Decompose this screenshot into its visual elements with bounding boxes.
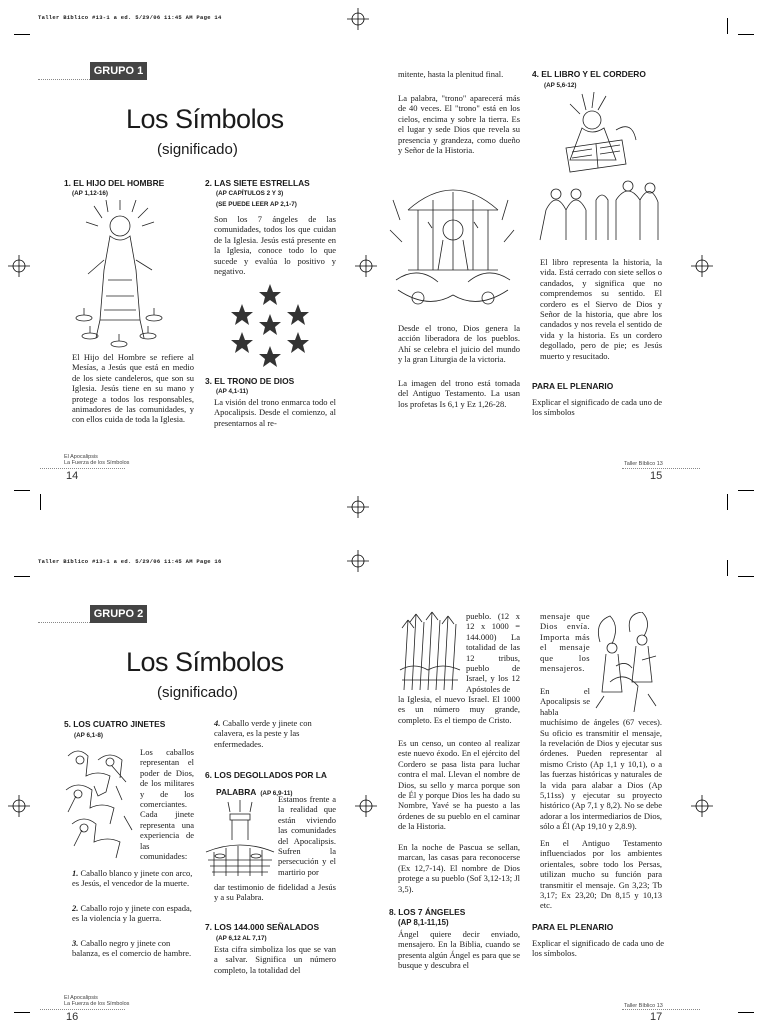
- list-item: [72, 868, 194, 889]
- registration-mark-icon: [691, 255, 713, 277]
- section-body: El libro representa la historia, la vida. Está cerrado con siete sellos o candados, y significa que no comprendemos su sentido. El cordero es el Siervo de Dios y Señor de la historia, que abre los candados y nos revela el sentido de vida y la historia. Es un cordero degollado, pero de pie; es Jesús muerto y resucitado.: [540, 257, 662, 361]
- section-reference: (SE PUEDE LEER AP 2,1-7): [216, 201, 297, 208]
- plenary-body: Explicar el significado de cada uno de los símbolos: [532, 397, 662, 418]
- section-body: Ángel quiere decir enviado, mensajero. En la Biblia, cuando se presenta algún Ángel es para que se busque y descubra el: [398, 929, 520, 971]
- registration-mark-icon: [8, 255, 30, 277]
- section-heading: 5. LOS CUATRO JINETES: [64, 719, 166, 729]
- section-body-continued: mensaje que Dios envía. Importa más el mensaje que los mensajeros.: [540, 611, 590, 674]
- crop-mark: [738, 1012, 754, 1013]
- page-title: Los Símbolos: [126, 647, 284, 677]
- registration-mark-icon: [347, 8, 369, 30]
- section-body: Esta cifra simboliza los que se van a salvar. Significa un número completo, la totalidad del: [214, 944, 336, 975]
- footer-left-line2: La Fuerza de los Símbolos: [64, 460, 130, 466]
- list-item-number: 2.: [72, 903, 79, 913]
- section-body-continued: pueblo. (12 x 12 x 1000 = 144.000) La totalidad de las 12 tribus, pueblo de Israel, y los 12 Apóstoles de: [466, 611, 520, 694]
- dotted-rule: [38, 79, 90, 80]
- section-reference: (AP 1,12-16): [72, 190, 108, 197]
- footer-left-line1: El Apocalipsis: [64, 454, 98, 460]
- plenary-body: Explicar el significado de cada uno de los símbolos.: [532, 938, 664, 959]
- page-number-right: 17: [650, 1011, 663, 1023]
- crop-mark: [738, 576, 754, 577]
- section-reference: (AP 8,1-11,15): [398, 918, 449, 927]
- list-item-text: Caballo rojo y jinete con espada, es la violencia y la guerra.: [72, 903, 192, 924]
- section-body-continued: En el Antiguo Testamento influenciados por los ambientes orientales, sobre todo los Persas, utilizan mucho su función para transmitir el mensaje. Gn 3,23; Tb 3,17; Ex 23,20; Dn 8,15 y 10,13 etc.: [540, 838, 662, 911]
- book-and-lamb-illustration: [536, 90, 662, 250]
- sealed-crowd-illustration: [398, 610, 462, 694]
- section-body-continued-text: En el Apocalipsis se habla muchísimo de ángeles (67 veces). Su oficio es transmitir el mensaje, la revelación de Dios y ejecutar sus órdenes. Pueden representar al mismo Cristo (Ap 1,1 y 10,1), o a las fuerzas históricas y naturales de la vida para alabar a Dios (Ap 5,11ss) y ejecutar su proyecto histórico (Ap 7,1 y 8,2). No se debe adorar a los intermediarios de Dios, sólo a Él (Ap 19,10 y 2,8.9).: [540, 686, 662, 832]
- four-horsemen-illustration: [58, 746, 138, 864]
- list-item: [72, 903, 194, 924]
- seven-stars-illustration: [228, 282, 316, 370]
- throne-illustration: [388, 170, 518, 315]
- section-body-continued: En la noche de Pascua se sellan, marcan, las casas para reconocerse (Ex 12,7-14). El nombre de Dios protege a su pueblo (Sof 3,12-13; Jl 3,5).: [398, 842, 520, 894]
- dotted-rule: [38, 622, 90, 623]
- crop-mark: [14, 1012, 30, 1013]
- section-reference: (AP 6,9-11): [260, 790, 293, 797]
- print-slug: Taller Bíblico #13-1 a ed. 5/29/06 11:45 AM Page 14: [38, 14, 222, 21]
- dotted-rule: [40, 468, 125, 469]
- footer-left-line1: El Apocalipsis: [64, 995, 98, 1001]
- print-slug: Taller Bíblico #13-1 a ed. 5/29/06 11:45 AM Page 16: [38, 558, 222, 565]
- crop-mark: [738, 34, 754, 35]
- crop-mark: [727, 494, 728, 510]
- registration-mark-icon: [347, 496, 369, 518]
- section-heading: PALABRA: [216, 787, 257, 797]
- group-label: GRUPO 2: [90, 605, 147, 623]
- section-heading: 2. LAS SIETE ESTRELLAS: [205, 178, 310, 188]
- list-item: [214, 718, 336, 749]
- section-body-continued: La palabra, "trono" aparecerá más de 40 veces. El "trono" está en los cielos, encima y sobre la tierra. Es el lugar y sede Dios que revela su presencia y grandeza, como dueño y Señor de la Historia.: [398, 93, 520, 156]
- section-reference: (AP 4,1-11): [216, 388, 249, 395]
- dotted-rule: [40, 1009, 125, 1010]
- plenary-heading: PARA EL PLENARIO: [532, 922, 614, 932]
- section-reference: (AP 6,12 AL 7,17): [216, 935, 267, 942]
- list-item-text: Caballo blanco y jinete con arco, es Jesús, el vencedor de la muerte.: [72, 868, 193, 889]
- page-number-right: 15: [650, 470, 663, 482]
- section-reference: (AP 6,1-8): [74, 732, 103, 739]
- section-body-continued: La imagen del trono está tomada del Antiguo Testamento. La usan los profetas Is 6,1 y Ez 1,26-28.: [398, 378, 520, 409]
- page-subtitle: (significado): [157, 684, 238, 701]
- crop-mark: [14, 34, 30, 35]
- registration-mark-icon: [355, 795, 377, 817]
- crop-mark: [14, 490, 30, 491]
- list-item: [72, 938, 194, 959]
- section-body: Son los 7 ángeles de las comunidades, todos los que cuidan de la Iglesia. Jesús está presente en la Iglesia, conoce todo lo que sucede y evalúa lo positivo y negativo.: [214, 214, 336, 277]
- page-number-left: 16: [66, 1011, 79, 1023]
- page-subtitle: (significado): [157, 141, 238, 158]
- section-body: El Hijo del Hombre se refiere al Mesías, a Jesús que está en medio de los siete candeleros, que son su Iglesia. Jesús tiene en su mano y protege a todos los responsables, animadores de las comunidades, y con ellos cuida de toda la Iglesia.: [72, 352, 194, 425]
- section-heading: 4. EL LIBRO Y EL CORDERO: [532, 69, 646, 79]
- footer-right: Taller Bíblico 13: [624, 1003, 663, 1009]
- registration-mark-icon: [691, 795, 713, 817]
- group-label: GRUPO 1: [90, 62, 147, 80]
- page-title: Los Símbolos: [126, 104, 284, 134]
- section-reference: (AP 5,6-12): [544, 82, 577, 89]
- section-heading: 1. EL HIJO DEL HOMBRE: [64, 178, 165, 188]
- registration-mark-icon: [355, 255, 377, 277]
- footer-right: Taller Bíblico 13: [624, 461, 663, 467]
- section-heading: 7. LOS 144.000 SEÑALADOS: [205, 922, 320, 932]
- section-body-continued: Desde el trono, Dios genera la acción liberadora de los pueblos. Ahí se celebra el juicio del mundo y la gran Liturgia de la victoria.: [398, 323, 520, 365]
- crop-mark: [14, 576, 30, 577]
- crop-mark: [727, 18, 728, 34]
- page-number-left: 14: [66, 470, 79, 482]
- registration-mark-icon: [347, 550, 369, 572]
- section-reference: (AP CAPÍTULOS 2 Y 3): [216, 190, 284, 197]
- dotted-rule: [622, 1009, 700, 1010]
- dotted-rule: [622, 468, 700, 469]
- section-heading: 8. LOS 7 ÁNGELES: [389, 907, 466, 917]
- registration-mark-icon: [8, 795, 30, 817]
- section-body: La visión del trono enmarca todo el Apocalipsis. Desde el comienzo, al presentarnos al re-: [214, 397, 336, 428]
- list-item-number: 3.: [72, 938, 79, 948]
- section-heading: 6. LOS DEGOLLADOS POR LA: [205, 770, 327, 780]
- crop-mark: [40, 494, 41, 510]
- section-body: dar testimonio de fidelidad a Jesús y a su Palabra.: [214, 882, 336, 903]
- list-item-text: Caballo verde y jinete con calavera, es la peste y las enfermedades.: [214, 718, 312, 749]
- list-item-number: 1.: [72, 868, 79, 878]
- section-body: Estamos frente a la realidad que están viviendo las comunidades del Apocalipsis. Sufren la persecución y el martirio por: [278, 794, 336, 877]
- section-body: Los caballos representan el poder de Dios, de los militares y de los comerciantes. Cada jinete representa una experiencia de las comunidades:: [140, 747, 194, 862]
- section-body-continued: Es un censo, un conteo al realizar este nuevo éxodo. En el ejército del Cordero se pasa lista para luchar contra el mal. Llevan el nombre de Dios, su sello y marca porque son de Él y porque Dios les ha dado su Nombre, Yavé se ha puesto a las órdenes de su pueblo en el caminar de la Historia.: [398, 738, 520, 832]
- plenary-heading: PARA EL PLENARIO: [532, 381, 614, 391]
- section-heading: 3. EL TRONO DE DIOS: [205, 376, 295, 386]
- section-body-continued: [540, 686, 662, 832]
- list-item-text: Caballo negro y jinete con balanza, es el comercio de hambre.: [72, 938, 192, 959]
- crop-mark: [727, 560, 728, 576]
- footer-left-line2: La Fuerza de los Símbolos: [64, 1001, 130, 1007]
- martyrs-altar-illustration: [204, 800, 276, 880]
- section-body-continued: mitente, hasta la plenitud final.: [398, 69, 504, 79]
- list-item-number: 4.: [214, 718, 221, 728]
- son-of-man-illustration: [74, 200, 164, 350]
- section-body-continued: la Iglesia, el nuevo Israel. El 1000 es un número muy grande, completo. Es el tiempo de Cristo.: [398, 694, 520, 725]
- float-spacer: [590, 686, 662, 717]
- crop-mark: [738, 490, 754, 491]
